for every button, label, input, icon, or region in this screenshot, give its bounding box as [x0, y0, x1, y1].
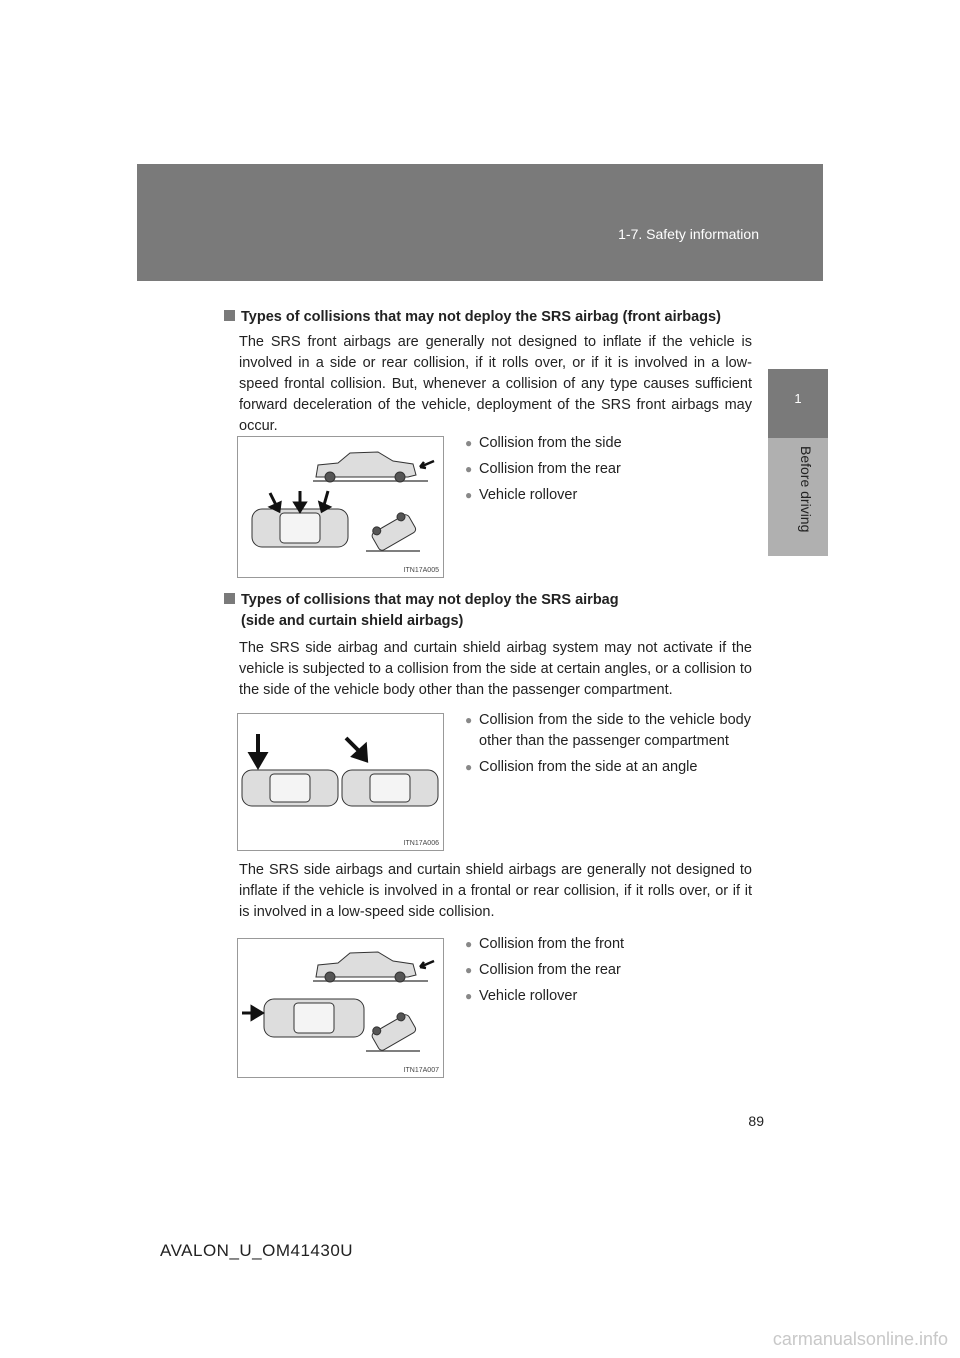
section3-body: The SRS side airbags and curtain shield airbags are generally not designed to inflate if the vehicle is involved in a frontal or rear collision, if it rolls over, or if it is involved in a low-speed side collision.	[239, 862, 752, 920]
document-code: AVALON_U_OM41430U	[160, 1241, 354, 1260]
chapter-tab-label: Before driving	[798, 446, 814, 533]
chapter-tab-number: 1	[768, 369, 828, 438]
top-view-car-icon	[242, 770, 338, 806]
rollover-car-icon	[369, 510, 417, 552]
collision-illustration-3	[238, 939, 443, 1077]
list-item: ● Collision from the rear	[465, 960, 751, 981]
list-item: ● Collision from the side to the vehicle body other than the passenger compartment	[465, 710, 751, 752]
side-view-car-icon	[316, 452, 416, 482]
section1-body: The SRS front airbags are generally not designed to inflate if the vehicle is involved in a side or rear collision, if it rolls over, or if it is involved in a low-speed frontal collision. But, whenever a collision of any type causes sufficient forward deceleration of the vehicle, deployment of the SRS front airbags may occur.	[239, 334, 752, 434]
section2-heading: Types of collisions that may not deploy the SRS airbag (side and curtain shield airbags)	[224, 590, 619, 632]
section3-bullet-list	[465, 934, 751, 1012]
front-impact-arrow-icon	[242, 1007, 262, 1019]
collision-illustration-1	[238, 437, 443, 577]
section-title: 1-7. Safety information	[618, 226, 759, 242]
side-view-car-icon	[316, 952, 416, 982]
section2-body: The SRS side airbag and curtain shield airbag system may not activate if the vehicle is subjected to a collision from the side at certain angles, or a collision to the side of the vehicle body other than the passenger compartment.	[239, 640, 752, 698]
figure-front-airbag-collisions	[237, 436, 444, 578]
rollover-car-icon	[369, 1010, 417, 1052]
figure-side-airbag-nondeploy	[237, 938, 444, 1078]
impact-arrows-icon	[251, 734, 366, 766]
list-item: ● Collision from the side	[465, 433, 751, 454]
figure-code: ITN17A007	[403, 1067, 439, 1074]
figure-code: ITN17A006	[403, 840, 439, 847]
page-number: 89	[748, 1113, 764, 1129]
figure-side-airbag-collisions	[237, 713, 444, 851]
list-item: ● Vehicle rollover	[465, 485, 751, 506]
top-view-car-icon	[264, 999, 364, 1037]
section1-bullet-list	[465, 433, 751, 511]
square-bullet-icon	[224, 310, 235, 321]
section1-heading: Types of collisions that may not deploy the SRS airbag (front airbags)	[224, 307, 721, 328]
collision-illustration-2	[238, 714, 443, 850]
list-item: ● Collision from the rear	[465, 459, 751, 480]
section-header	[137, 164, 823, 281]
side-impact-arrows-icon	[270, 491, 329, 511]
list-item: ● Collision from the side at an angle	[465, 757, 751, 778]
top-view-car-icon	[252, 509, 348, 547]
top-view-car-icon	[342, 770, 438, 806]
list-item: ● Collision from the front	[465, 934, 751, 955]
chapter-tab-label-box	[768, 438, 828, 556]
watermark: carmanualsonline.info	[772, 1329, 948, 1349]
list-item: ● Vehicle rollover	[465, 986, 751, 1007]
square-bullet-icon	[224, 593, 235, 604]
figure-code: ITN17A005	[403, 567, 439, 574]
section2-bullet-list	[465, 710, 751, 783]
